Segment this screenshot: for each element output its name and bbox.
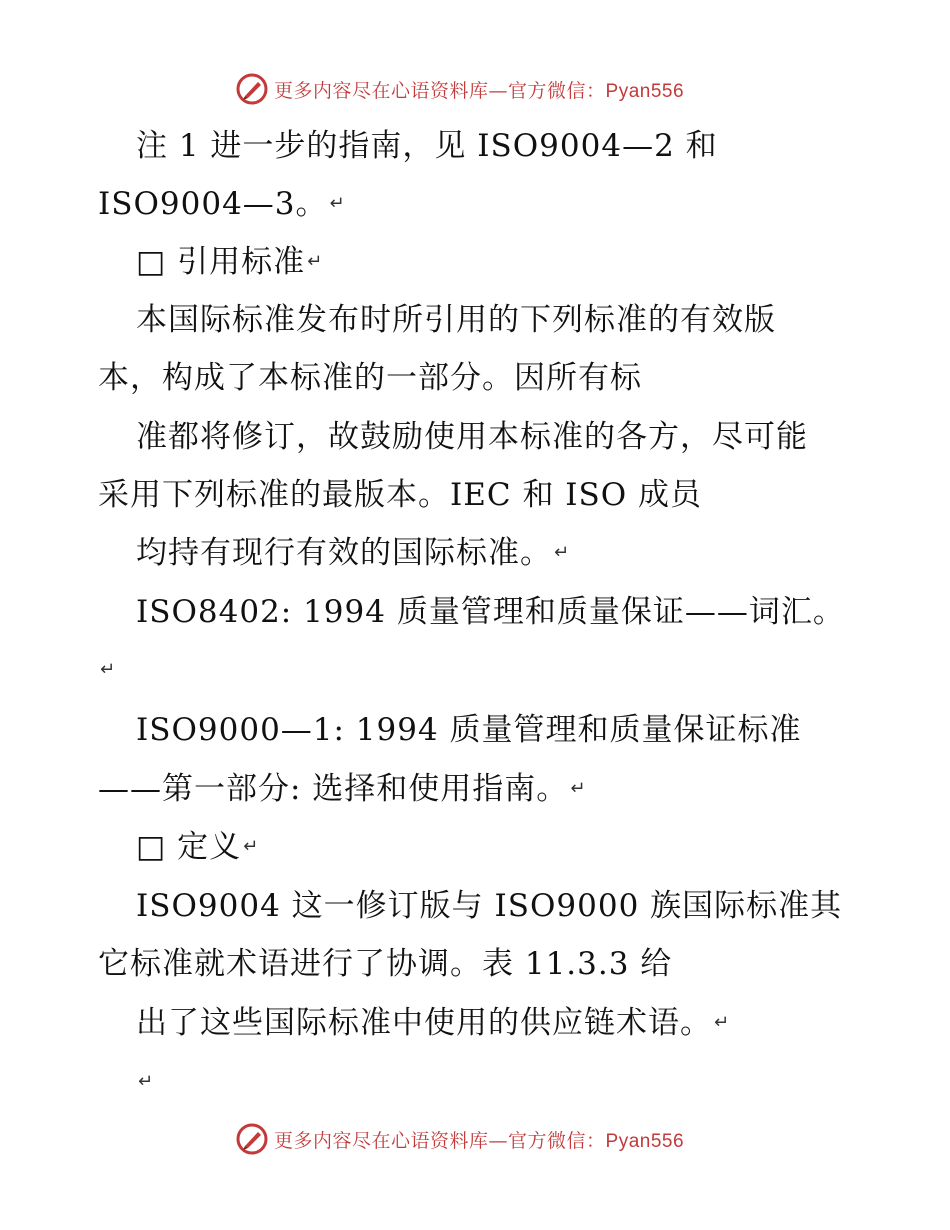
text-line: ISO9004 这一修订版与 ISO9000 族国际标准其 (136, 888, 843, 924)
text-line: 准都将修订，故鼓励使用本标准的各方，尽可能 (136, 419, 808, 455)
pen-logo-icon (236, 1123, 268, 1155)
paragraph-mark-icon: ↵ (307, 250, 324, 272)
text-line: 本，构成了本标准的一部分。因所有标 (98, 360, 642, 396)
text-line: ISO9000—1: 1994 质量管理和质量保证标准 (136, 712, 802, 748)
text-line (136, 1062, 154, 1104)
paragraph-mark-icon: ↵ (100, 658, 117, 680)
watermark-text: 更多内容尽在心语资料库—官方微信：Pyan556 (274, 1129, 685, 1152)
text-line: 出了这些国际标准中使用的供应链术语。 ↵ (136, 1003, 730, 1045)
section-heading-definitions: □ 定义 ↵ (136, 827, 259, 869)
paragraph-mark-icon: ↵ (714, 1011, 731, 1033)
text-line: 它标准就术语进行了协调。表 11.3.3 给 (98, 946, 673, 982)
text-line: 均持有现行有效的国际标准。 ↵ (136, 533, 570, 575)
text-line: 注 1 进一步的指南，见 ISO9004—2 和 (136, 128, 718, 164)
text-line: ISO8402: 1994 质量管理和质量保证——词汇。 (136, 594, 845, 630)
paragraph-mark-icon: ↵ (329, 192, 346, 214)
wechat-id: Pyan556 (605, 80, 685, 102)
text-line (98, 650, 116, 692)
text-line: ——第一部分: 选择和使用指南。 ↵ (98, 769, 586, 811)
paragraph-mark-icon: ↵ (570, 777, 587, 799)
text-line: 采用下列标准的最版本。IEC 和 ISO 成员 (98, 477, 703, 513)
paragraph-mark-icon: ↵ (554, 541, 571, 563)
paragraph-mark-icon: ↵ (243, 835, 260, 857)
watermark-banner-top (236, 72, 716, 106)
wechat-id: Pyan556 (605, 1130, 685, 1152)
watermark-text: 更多内容尽在心语资料库—官方微信：Pyan556 (274, 79, 685, 102)
text-line: 本国际标准发布时所引用的下列标准的有效版 (136, 302, 776, 338)
watermark-banner-bottom (236, 1122, 716, 1156)
text-line: ISO9004—3。 ↵ (98, 184, 346, 226)
section-heading-references: □ 引用标准 ↵ (136, 242, 323, 284)
pen-logo-icon (236, 73, 268, 105)
paragraph-mark-icon: ↵ (138, 1070, 155, 1092)
